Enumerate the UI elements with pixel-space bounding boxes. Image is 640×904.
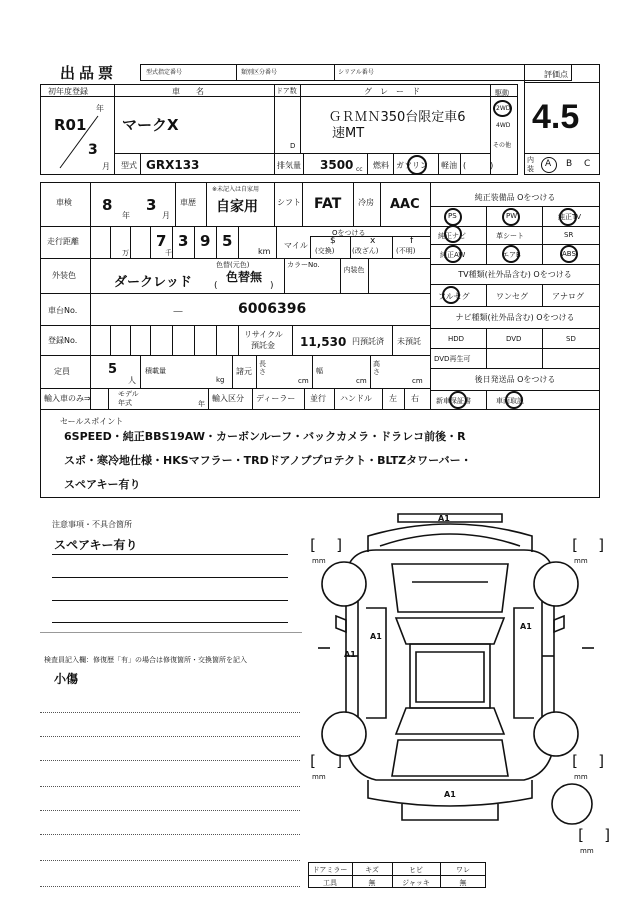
later-manual-circle <box>505 391 523 409</box>
history-label: 車歴 <box>180 198 196 207</box>
drive-other: その他 <box>493 142 512 149</box>
repaint-value: 色替無 <box>226 270 263 284</box>
recycle-unpaid: 未預託 <box>397 337 421 346</box>
legend-h1: ドアミラー <box>312 866 348 874</box>
navi-title: ナビ種類(社外品含む) Oをつける <box>455 313 575 322</box>
reg-month-unit: 月 <box>102 162 110 171</box>
damage-left-door: A1 <box>370 632 382 641</box>
capacity-value: 5 <box>108 362 118 377</box>
interior-label-2: 装 <box>527 165 534 173</box>
reg-era: R01 <box>54 116 87 134</box>
legend-h4: ワレ <box>456 866 470 874</box>
later-warranty-circle <box>449 391 467 409</box>
legend-r2: 無 <box>368 879 376 887</box>
chassis-number: 6006396 <box>238 301 307 317</box>
height-cm: cm <box>412 377 423 385</box>
reg-year-unit: 年 <box>96 104 104 113</box>
load-kg: kg <box>216 376 225 384</box>
capacity-label: 定員 <box>54 367 70 376</box>
shift-label: シフト <box>277 198 301 207</box>
score-title: 評価点 <box>544 70 568 79</box>
modified-mark: x <box>370 236 376 246</box>
tv-fullseg-circle <box>442 286 460 304</box>
capacity-unit: 人 <box>128 376 136 385</box>
damage-left-panel: A1 <box>344 650 356 659</box>
tread-bracket-fl: [ ] <box>308 536 345 554</box>
navi-dvd-play: DVD再生可 <box>434 355 471 363</box>
later-warranty: 新車保証書 <box>436 397 471 405</box>
mileage-digit-4: 5 <box>222 232 233 250</box>
navi-sd: SD <box>566 335 576 343</box>
interior-c: C <box>584 159 591 169</box>
sales-line-3: スペアキー有り <box>64 478 141 491</box>
shaken-label: 車検 <box>56 198 72 207</box>
exterior-label: 外装色 <box>52 271 76 280</box>
shaken-year-unit: 年 <box>122 211 130 220</box>
mileage-digit-3: 9 <box>200 232 211 250</box>
handle-left: 左 <box>389 394 397 403</box>
later-title: 後日発送品 Oをつける <box>474 375 556 384</box>
damage-front-bumper: A1 <box>438 514 450 523</box>
sales-line-2: スポ・寒冷地仕様・HKSマフラー・TRDドアノブプロテクト・BLTZタワーバー・ <box>64 454 472 467</box>
legend-h3: ヒビ <box>409 866 423 874</box>
navi-dvd: DVD <box>506 335 522 343</box>
interior-a: A <box>545 159 552 169</box>
car-name: マークX <box>122 116 179 134</box>
legend-r3: ジャッキ <box>402 879 430 887</box>
equip-abs-circle <box>560 245 578 263</box>
form-title: 出品票 <box>60 64 118 82</box>
inspector-label: 検査員記入欄：修復歴「有」の場合は修復箇所・交換箇所を記入 <box>44 656 247 664</box>
width-label: 幅 <box>316 367 323 375</box>
history-note: ※未記入は自家用 <box>212 186 260 193</box>
fuel-light-oil: 軽油 <box>441 161 457 170</box>
equip-airbag: エアB <box>502 251 521 259</box>
displacement-value: 3500 <box>320 158 354 172</box>
reg-no-label: 登録No. <box>48 336 78 345</box>
equip-aw-circle <box>444 245 462 263</box>
recycle-label-1: リサイクル <box>244 330 283 339</box>
tread-bracket-rl: [ ] <box>308 752 345 770</box>
shaken-month-unit: 月 <box>162 211 170 220</box>
tv-oneseg: ワンセグ <box>496 292 528 301</box>
repaint-label: 色替(元色) <box>216 261 250 269</box>
type-cert-label: 型式指定番号 <box>146 69 183 76</box>
sales-label: セールスポイント <box>60 417 124 426</box>
first-reg-label: 初年度登録 <box>48 87 88 96</box>
equip-leather: 革シート <box>496 232 524 240</box>
equip-title: 純正装備品 Oをつける <box>474 193 556 202</box>
notes-label: 注意事項・不具合箇所 <box>52 520 132 529</box>
tv-analog: アナログ <box>552 292 584 301</box>
fuel-other: ( ) <box>463 161 494 170</box>
tv-title: TV種類(社外品含む) Oをつける <box>458 270 572 279</box>
shaken-year: 8 <box>102 196 113 214</box>
grade-line-1: ＧＲＭＮ350台限定車6 <box>328 110 466 125</box>
length-label: 長さ <box>259 360 266 376</box>
shift-value: FAT <box>314 196 342 212</box>
mileage-sen: 千 <box>165 249 172 257</box>
recycle-label-2: 預託金 <box>251 341 275 350</box>
chassis-dash: － <box>172 305 185 319</box>
equip-tv-circle <box>559 208 577 226</box>
mileage-label: 走行距離 <box>47 237 79 246</box>
repaint-paren-r: ) <box>270 281 274 291</box>
serial-label: シリアル番号 <box>338 69 374 76</box>
fuel-gasoline: ガソリン <box>396 161 428 170</box>
handle-label: ハンドル <box>340 394 372 403</box>
import-parallel: 並行 <box>310 394 326 403</box>
door-d: D <box>290 142 296 150</box>
legend-h2: キズ <box>365 866 379 874</box>
tread-bracket-spare: [ ] <box>576 826 613 844</box>
model-value: GRX133 <box>146 158 200 172</box>
damage-right-door: A1 <box>520 622 532 631</box>
unknown-mark: f <box>410 236 414 246</box>
import-label: 輸入車のみ⇒ <box>44 394 91 403</box>
equip-airbag-circle <box>502 245 520 263</box>
mileage-exchange: (交換) <box>315 247 335 255</box>
mileage-digit-2: 3 <box>178 232 189 250</box>
tread-bracket-rr: [ ] <box>570 752 607 770</box>
interior-color-label: 内装色 <box>343 266 365 274</box>
import-type-label: 輸入区分 <box>212 394 244 403</box>
later-manual: 車両取説 <box>496 397 524 405</box>
shaken-month: 3 <box>146 196 157 214</box>
equip-ps-circle <box>444 208 462 226</box>
tread-mm-rl: mm <box>312 773 326 781</box>
import-dealer: ディーラー <box>256 394 296 403</box>
grade-label: グ レ ー ド <box>364 87 420 96</box>
fuel-label: 燃料 <box>373 161 389 170</box>
tread-bracket-fr: [ ] <box>570 536 607 554</box>
exchange-mark: $ <box>330 236 336 246</box>
car-name-label: 車 名 <box>172 87 204 96</box>
inspector-text: 小傷 <box>54 672 79 686</box>
drive-4wd: 4WD <box>496 122 511 129</box>
drive-label: 駆動 <box>495 89 509 97</box>
dims-label: 諸元 <box>236 367 252 376</box>
equip-pw: PW <box>506 212 518 220</box>
model-year-unit: 年 <box>198 400 205 408</box>
handle-right: 右 <box>411 394 419 403</box>
ac-label: 冷房 <box>358 198 374 207</box>
tread-mm-spare: mm <box>580 847 594 855</box>
recycle-amount: 11,530 <box>300 335 347 349</box>
equip-abs: ABS <box>562 250 576 258</box>
damage-rear-bumper: A1 <box>444 790 456 799</box>
equip-tv: 純正TV <box>558 213 582 221</box>
displacement-label: 排気量 <box>277 161 301 170</box>
mileage-km: km <box>258 247 271 256</box>
navi-hdd: HDD <box>448 335 465 343</box>
tread-mm-fl: mm <box>312 557 326 565</box>
class-label: 類別区分番号 <box>241 69 278 76</box>
doors-label: ドア数 <box>276 87 297 95</box>
cc-unit: cc <box>356 166 363 173</box>
equip-navi: 純正ナビ <box>438 232 466 240</box>
equip-pw-circle <box>502 208 520 226</box>
legend-r1: 工具 <box>323 879 337 887</box>
equip-navi-circle <box>444 225 462 243</box>
fuel-gasoline-circle <box>407 155 427 175</box>
tread-mm-rr: mm <box>574 773 588 781</box>
reg-month: 3 <box>88 142 98 158</box>
notes-text: スペアキー有り <box>54 538 138 552</box>
chassis-label: 車台No. <box>48 306 78 315</box>
width-cm: cm <box>356 377 367 385</box>
exterior-color: ダークレッド <box>114 275 192 290</box>
model-year-label-1: モデル <box>118 390 139 398</box>
mileage-digit-1: 7 <box>156 232 167 250</box>
interior-label-1: 内 <box>527 156 534 164</box>
history-value: 自家用 <box>216 199 258 215</box>
equip-ps: PS <box>448 212 457 220</box>
ac-value: AAC <box>390 197 420 212</box>
legend-r4: 無 <box>459 879 467 887</box>
mileage-circle-note: Oをつける <box>332 229 366 237</box>
equip-sr: SR <box>564 231 574 239</box>
model-label: 型式 <box>121 161 137 170</box>
mileage-man: 万 <box>122 249 129 257</box>
score-value: 4.5 <box>532 98 580 136</box>
sales-line-1: 6SPEED・純正BBS19AW・カーボンルーフ・バックカメラ・ドラレコ前後・R <box>64 430 466 443</box>
drive-2wd: 2WD <box>496 105 511 112</box>
mileage-mile: マイル <box>284 241 308 250</box>
equip-aw: 純正AW <box>440 251 466 259</box>
load-label: 積載量 <box>145 367 166 375</box>
color-no-label: カラーNo. <box>287 261 320 269</box>
model-year-label-2: 年式 <box>118 399 132 407</box>
grade-line-2: 速MT <box>332 126 365 141</box>
tread-mm-fr: mm <box>574 557 588 565</box>
mileage-modified: (改ざん) <box>352 247 379 255</box>
length-cm: cm <box>298 377 309 385</box>
interior-b: B <box>566 159 573 169</box>
car-diagram <box>306 508 606 854</box>
mileage-unknown: (不明) <box>396 247 416 255</box>
height-label: 高さ <box>373 360 380 376</box>
recycle-paid: 円預託済 <box>352 337 384 346</box>
repaint-paren-l: ( <box>214 281 218 291</box>
tv-fullseg: フルセグ <box>438 292 470 301</box>
